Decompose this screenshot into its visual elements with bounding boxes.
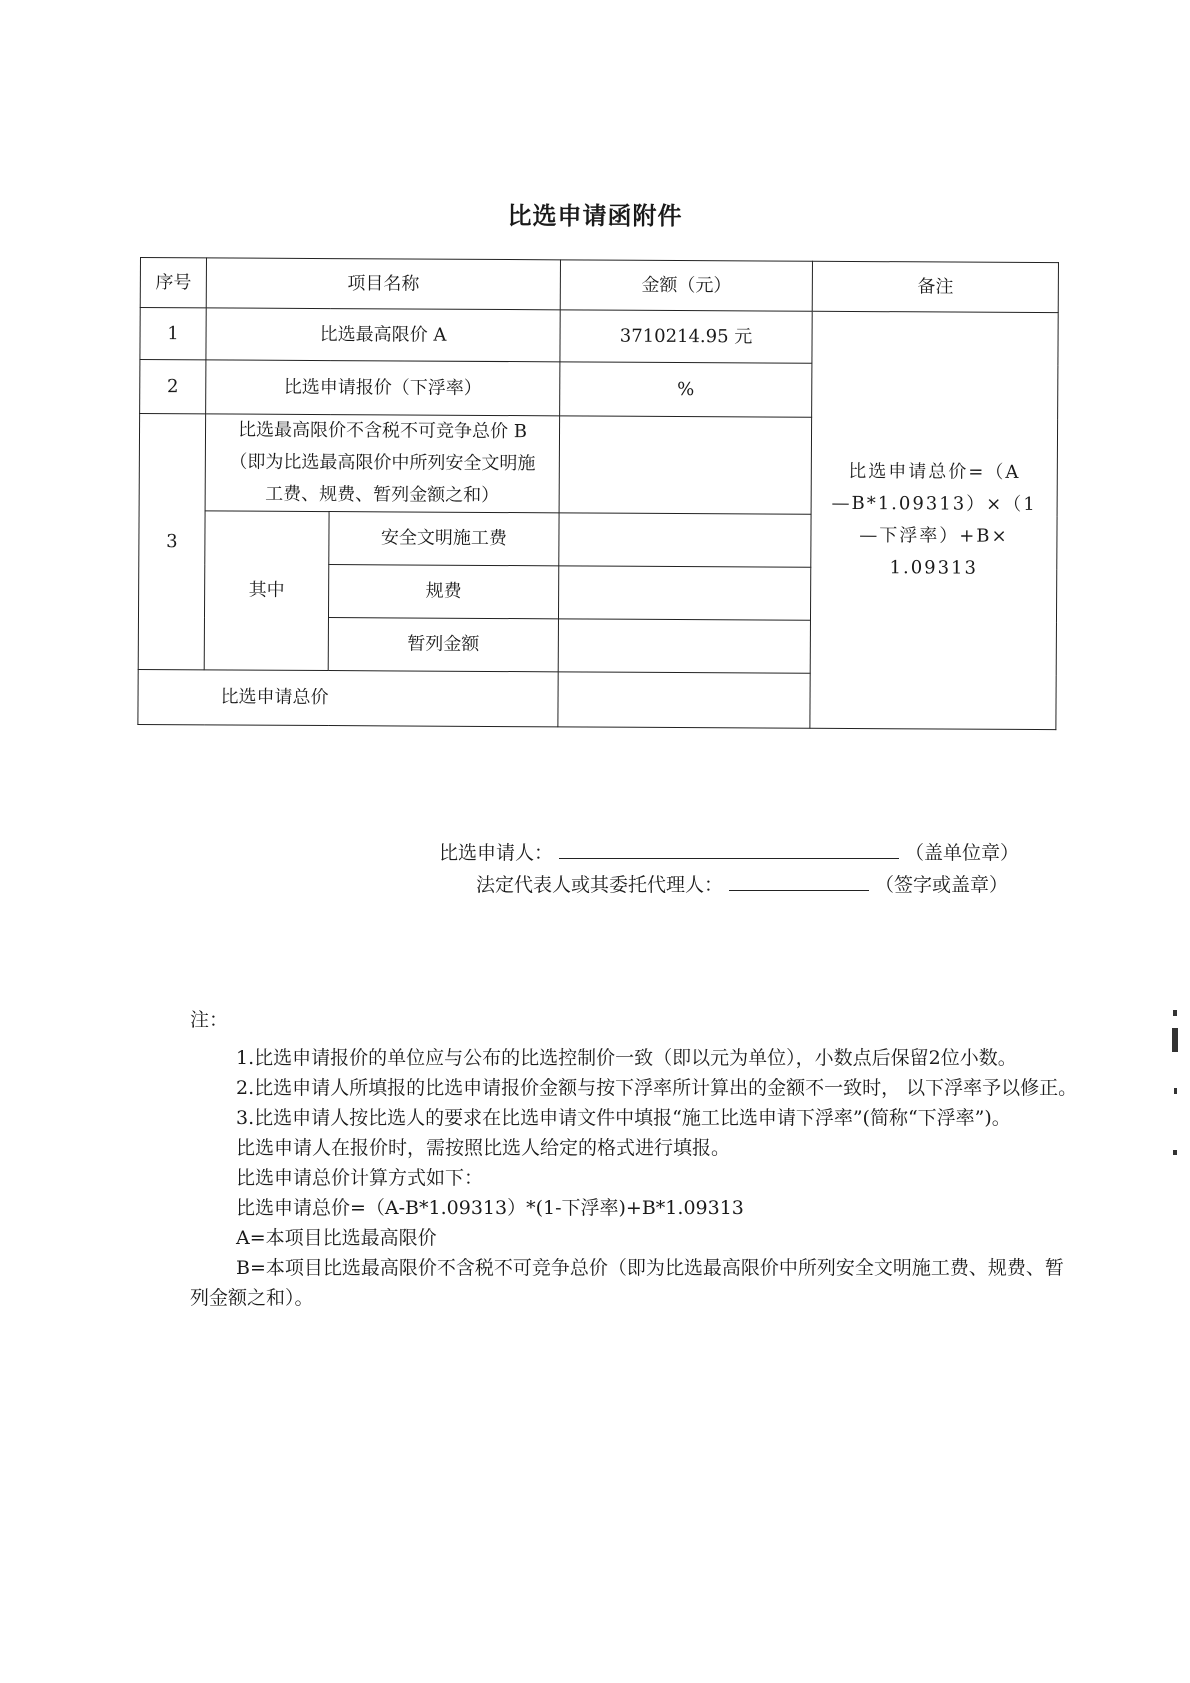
note-3: 3.比选申请人按比选人的要求在比选申请文件中填报“施工比选申请下浮率”(简称“下浮率”)。 bbox=[236, 1107, 1011, 1129]
sub-item-provisional: 暂列金额 bbox=[328, 618, 558, 672]
row3-name-line: （即为比选最高限价中所列安全文明施 bbox=[229, 451, 536, 475]
note-2: 2.比选申请人所填报的比选申请报价金额与按下浮率所计算出的金额不一致时， 以下浮率予以修正。 bbox=[236, 1077, 1078, 1099]
rep-note: （签字或盖章） bbox=[875, 874, 1009, 896]
row2-seq: 2 bbox=[140, 360, 206, 414]
applicant-blank[interactable] bbox=[559, 838, 899, 859]
total-amount bbox=[558, 672, 810, 728]
sub-item-safety: 安全文明施工费 bbox=[329, 512, 559, 566]
sub-item-fees: 规费 bbox=[328, 565, 558, 619]
row3-subgroup-label: 其中 bbox=[204, 511, 329, 671]
remark-line: 1.09313 bbox=[889, 557, 979, 579]
header-remark: 备注 bbox=[812, 261, 1058, 312]
row3-name-line: 比选最高限价不含税不可竞争总价 B bbox=[237, 419, 528, 443]
note-3-line: A=本项目比选最高限价 bbox=[236, 1227, 437, 1249]
representative-signature-line bbox=[476, 870, 1008, 897]
rep-blank[interactable] bbox=[729, 870, 869, 891]
applicant-signature-line bbox=[439, 838, 1019, 865]
row1-seq: 1 bbox=[140, 308, 206, 360]
row3-seq: 3 bbox=[138, 414, 205, 670]
remark-cell bbox=[810, 311, 1058, 729]
row3-amount bbox=[559, 416, 812, 514]
attachment-table bbox=[137, 257, 1059, 730]
sub-item-safety-amount bbox=[559, 513, 811, 567]
remark-line: —B*1.09313）×（1 bbox=[831, 492, 1037, 516]
sub-item-provisional-amount bbox=[558, 619, 810, 673]
note-3-formula: 比选申请总价=（A-B*1.09313）*(1-下浮率)+B*1.09313 bbox=[236, 1197, 744, 1219]
rep-label: 法定代表人或其委托代理人： bbox=[476, 874, 724, 896]
table-row bbox=[140, 308, 1058, 365]
remark-line: —下浮率）+B× bbox=[859, 525, 1009, 547]
note-3-line: 比选申请人在报价时，需按照比选人给定的格式进行填报。 bbox=[236, 1137, 731, 1159]
header-amount: 金额（元） bbox=[560, 260, 812, 311]
header-name: 项目名称 bbox=[206, 258, 560, 310]
applicant-note: （盖单位章） bbox=[905, 842, 1020, 864]
sub-item-fees-amount bbox=[558, 566, 810, 620]
row3-name bbox=[205, 414, 560, 513]
row1-amount: 3710214.95 元 bbox=[560, 310, 812, 363]
remark-line: 比选申请总价=（A bbox=[848, 460, 1021, 483]
header-seq: 序号 bbox=[140, 258, 206, 308]
row2-name: 比选申请报价（下浮率） bbox=[206, 360, 560, 416]
notes-section bbox=[190, 1005, 1080, 1313]
total-label: 比选申请总价 bbox=[138, 669, 558, 726]
note-1: 1.比选申请报价的单位应与公布的比选控制价一致（即以元为单位），小数点后保留2位小数。 bbox=[236, 1047, 1017, 1069]
applicant-label: 比选申请人： bbox=[439, 842, 554, 864]
row2-amount: % bbox=[560, 362, 812, 417]
document-title: 比选申请函附件 bbox=[507, 202, 683, 230]
table-header-row bbox=[140, 258, 1058, 313]
notes-heading: 注： bbox=[190, 1009, 229, 1031]
row1-name: 比选最高限价 A bbox=[206, 308, 560, 362]
row3-name-line: 工费、规费、暂列金额之和） bbox=[265, 483, 500, 507]
note-3-line: B=本项目比选最高限价不含税不可竞争总价（即为比选最高限价中所列安全文明施工费、规费、暂列金额之和）。 bbox=[190, 1257, 1064, 1309]
scan-edge-mark bbox=[1172, 1010, 1178, 1160]
note-3-line: 比选申请总价计算方式如下： bbox=[236, 1167, 484, 1189]
